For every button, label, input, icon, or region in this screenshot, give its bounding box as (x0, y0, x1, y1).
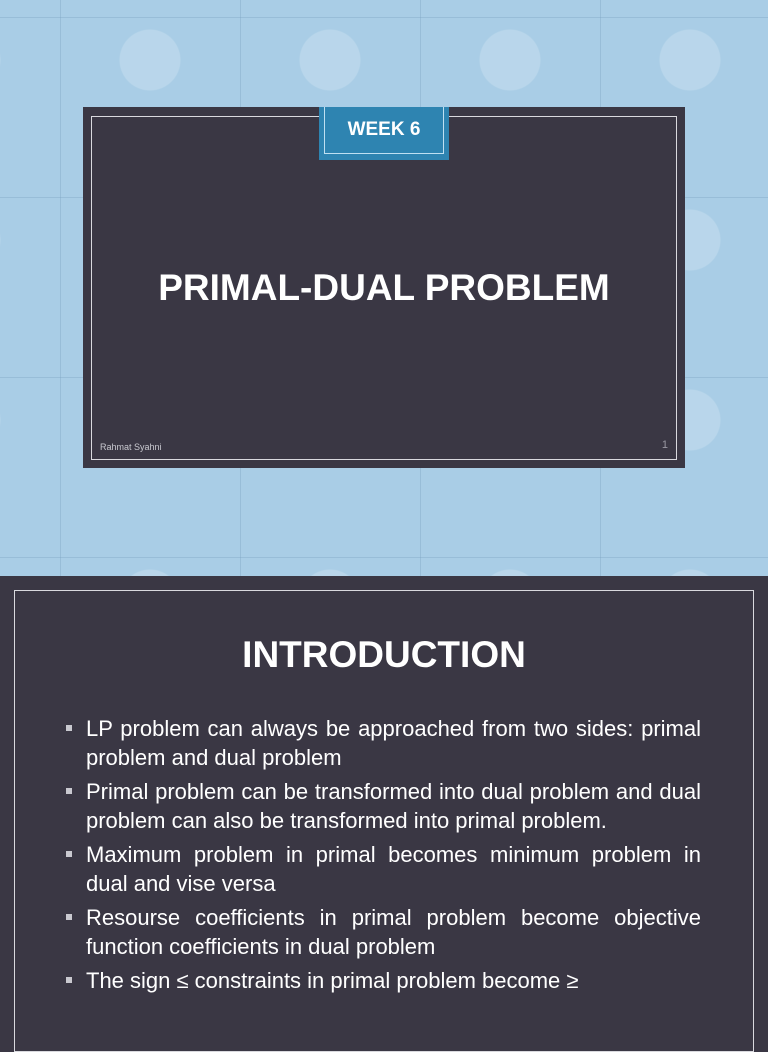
bullet-text: Maximum problem in primal becomes minimum problem in dual and vise versa (86, 842, 701, 896)
bullet-list (66, 714, 701, 1000)
bullet-item (66, 777, 701, 835)
week-badge (319, 107, 449, 160)
slide-1 (83, 107, 685, 468)
bullet-item (66, 840, 701, 898)
bullet-square-icon (66, 725, 72, 731)
bullet-square-icon (66, 914, 72, 920)
bullet-text: Primal problem can be transformed into dual problem and dual problem can also be transformed into primal problem. (86, 779, 701, 833)
bullet-text: LP problem can always be approached from two sides: primal problem and dual problem (86, 716, 701, 770)
bullet-square-icon (66, 788, 72, 794)
bullet-text: The sign ≤ constraints in primal problem become ≥ (86, 968, 579, 993)
bullet-item (66, 714, 701, 772)
week-badge-label: WEEK 6 (324, 107, 444, 154)
bullet-item (66, 903, 701, 961)
page-number: 1 (661, 439, 668, 451)
slide-2 (0, 576, 768, 1024)
bullet-square-icon (66, 851, 72, 857)
bullet-square-icon (66, 977, 72, 983)
bullet-item (66, 966, 701, 995)
author-footer: Rahmat Syahni (100, 442, 162, 452)
slide-title: PRIMAL-DUAL PROBLEM (158, 267, 610, 308)
slide-title: INTRODUCTION (242, 634, 526, 675)
bullet-text: Resourse coefficients in primal problem become objective function coefficients in dual problem (86, 905, 701, 959)
